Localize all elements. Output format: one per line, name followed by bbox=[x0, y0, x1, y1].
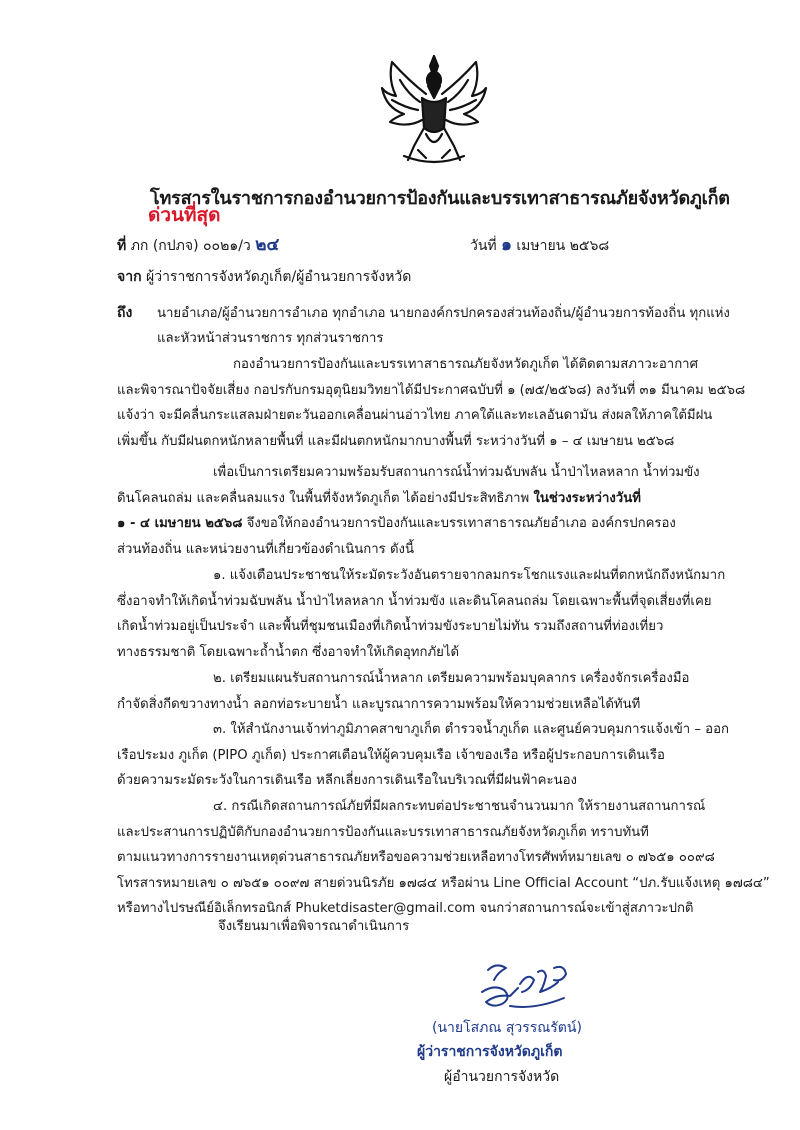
paragraph-line: และประสานการปฏิบัติกับกองอำนวยการป้องกันและบรรเทาสาธารณภัยจังหวัดภูเก็ต ทราบทันที bbox=[117, 824, 649, 840]
garuda-emblem-icon bbox=[378, 50, 490, 168]
signatory-position-2: ผู้อำนวยการจังหวัด bbox=[444, 1069, 560, 1085]
paragraph-line: ตามแนวทางการรายงานเหตุด่วนสาธารณภัยหรือขอความช่วยเหลือทางโทรศัพท์หมายเลข ๐ ๗๖๕๑ ๐๐๙๘ bbox=[117, 850, 715, 866]
paragraph-line: ๔. กรณีเกิดสถานการณ์ภัยที่มีผลกระทบต่อประชาชนจำนวนมาก ให้รายงานสถานการณ์ bbox=[213, 799, 706, 814]
paragraph-line: กำจัดสิ่งกีดขวางทางน้ำ ลอกท่อระบายน้ำ และบูรณาการความพร้อมให้ความช่วยเหลือได้ทันที bbox=[117, 696, 641, 712]
paragraph-line: ซึ่งอาจทำให้เกิดน้ำท่วมฉับพลัน น้ำป่าไหลหลาก น้ำท่วมขัง และดินโคลนถล่ม โดยเฉพาะพื้นที่จุดเสี่ยงที่เคย bbox=[117, 593, 712, 609]
doc-number: ภก (กปภจ) ๐๐๒๑/ว bbox=[130, 238, 251, 254]
paragraph-line: ด้วยความระมัดระวังในการเดินเรือ หลีกเลี่ยงการเดินเรือในบริเวณที่มีฝนฟ้าคะนอง bbox=[117, 773, 577, 789]
paragraph-bold-text: ในช่วงระหว่างวันที่ bbox=[533, 490, 641, 506]
handwritten-signature bbox=[474, 958, 584, 1014]
paragraph-line: หรือทางไปรษณีย์อิเล็กทรอนิกส์ Phuketdisaster@gmail.com จนกว่าสถานการณ์จะเข้าสู่สภาวะปกติ bbox=[117, 901, 694, 917]
paragraph-line: และพิจารณาปัจจัยเสี่ยง กอปรกับกรมอุตุนิยมวิทยาได้มีประกาศฉบับที่ ๑ (๗๕/๒๕๖๘) ลงวันที่ ๓๑ มีนาคม ๒๕๖๘ bbox=[117, 382, 746, 398]
paragraph-bold-text: ๑ - ๔ เมษายน ๒๕๖๘ bbox=[117, 516, 243, 532]
paragraph-line bbox=[117, 486, 700, 512]
from-line bbox=[117, 266, 411, 288]
to-line-2: และหัวหน้าส่วนราชการ ทุกส่วนราชการ bbox=[157, 331, 384, 346]
paragraph-line: เกิดน้ำท่วมอยู่เป็นประจำ และพื้นที่ชุมชนเมืองที่เกิดน้ำท่วมขังระบายไม่ทัน รวมถึงสถานที่ท่องเที่ยว bbox=[117, 619, 664, 635]
doc-number-handwritten: ๒๔ bbox=[255, 235, 280, 255]
from-label: จาก bbox=[117, 269, 142, 285]
paragraph-line: ๒. เตรียมแผนรับสถานการณ์น้ำหลาก เตรียมความพร้อมบุคลากร เครื่องจักรเครื่องมือ bbox=[213, 671, 690, 686]
item-3 bbox=[117, 717, 729, 794]
paragraph-text: ดินโคลนถล่ม และคลื่นลมแรง ในพื้นที่จังหวัดภูเก็ต ได้อย่างมีประสิทธิภาพ bbox=[117, 490, 530, 506]
doc-number-label: ที่ bbox=[117, 238, 127, 254]
item-1 bbox=[117, 563, 725, 665]
paragraph-line bbox=[117, 511, 700, 537]
paragraph-text: จึงขอให้กองอำนวยการป้องกันและบรรเทาสาธารณภัยอำเภอ องค์กรปกครอง bbox=[246, 516, 676, 532]
signatory-position-1: ผู้ว่าราชการจังหวัดภูเก็ต bbox=[417, 1044, 563, 1060]
paragraph-line: โทรสารหมายเลข ๐ ๗๖๕๑ ๐๐๙๗ สายด่วนนิรภัย ๑๗๘๔ หรือผ่าน Line Official Account “ปภ.รับแจ้งเหตุ ๑๗๘๔” bbox=[117, 875, 770, 891]
closing-line: จึงเรียนมาเพื่อพิจารณาดำเนินการ bbox=[218, 919, 410, 934]
from-value: ผู้ว่าราชการจังหวัดภูเก็ต/ผู้อำนวยการจังหวัด bbox=[146, 269, 412, 285]
date-rest: เมษายน ๒๕๖๘ bbox=[516, 238, 610, 254]
signatory-name: (นายโสภณ สุวรรณรัตน์) bbox=[432, 1020, 582, 1036]
item-4 bbox=[117, 794, 770, 922]
paragraph-line: กองอำนวยการป้องกันและบรรเทาสาธารณภัยจังหวัดภูเก็ต ได้ติดตามสภาวะอากาศ bbox=[233, 357, 698, 372]
document-title: โทรสารในราชการกองอำนวยการป้องกันและบรรเทาสาธารณภัยจังหวัดภูเก็ต bbox=[150, 188, 730, 209]
date-label: วันที่ bbox=[470, 238, 497, 254]
paragraph-line: ๓. ให้สำนักงานเจ้าท่าภูมิภาคสาขาภูเก็ต ตำรวจน้ำภูเก็ต และศูนย์ควบคุมการแจ้งเข้า – ออก bbox=[213, 722, 730, 737]
paragraph-line: เพิ่มขึ้น กับมีฝนตกหนักหลายพื้นที่ และมีฝนตกหนักมากบางพื้นที่ ระหว่างวันที่ ๑ – ๔ เมษายน ๒๕๖๘ bbox=[117, 433, 675, 449]
paragraph-line: เรือประมง ภูเก็ต (PIPO ภูเก็ต) ประกาศเตือนให้ผู้ควบคุมเรือ เจ้าของเรือ หรือผู้ประกอบการเดินเรือ bbox=[117, 747, 665, 763]
date-day-handwritten: ๑ bbox=[501, 235, 512, 255]
paragraph-2 bbox=[117, 460, 700, 562]
paragraph-line: แจ้งว่า จะมีคลื่นกระแสลมฝ่ายตะวันออกเคลื่อนผ่านอ่าวไทย ภาคใต้และทะเลอันดามัน ส่งผลให้ภาคใต้มีฝน bbox=[117, 408, 713, 424]
paragraph-line: เพื่อเป็นการเตรียมความพร้อมรับสถานการณ์น้ำท่วมฉับพลัน น้ำป่าไหลหลาก น้ำท่วมขัง bbox=[213, 465, 700, 480]
paragraph-line: ส่วนท้องถิ่น และหน่วยงานที่เกี่ยวข้องดำเนินการ ดังนี้ bbox=[117, 541, 414, 557]
paragraph-line: ทางธรรมชาติ โดยเฉพาะถ้ำน้ำตก ซึ่งอาจทำให้เกิดอุทกภัยได้ bbox=[117, 644, 460, 660]
to-label: ถึง bbox=[117, 305, 133, 321]
date-line bbox=[470, 231, 609, 258]
urgency-stamp: ด่วนที่สุด bbox=[148, 204, 221, 226]
doc-number-line bbox=[117, 231, 279, 258]
paragraph-1 bbox=[117, 352, 745, 454]
paragraph-line: ๑. แจ้งเตือนประชาชนให้ระมัดระวังอันตรายจากลมกระโชกแรงและฝนที่ตกหนักถึงหนักมาก bbox=[213, 568, 726, 583]
to-line-1: นายอำเภอ/ผู้อำนวยการอำเภอ ทุกอำเภอ นายกองค์กรปกครองส่วนท้องถิ่น/ผู้อำนวยการท้องถิ่น ทุกแห่ง bbox=[157, 306, 730, 321]
item-2 bbox=[117, 666, 689, 717]
